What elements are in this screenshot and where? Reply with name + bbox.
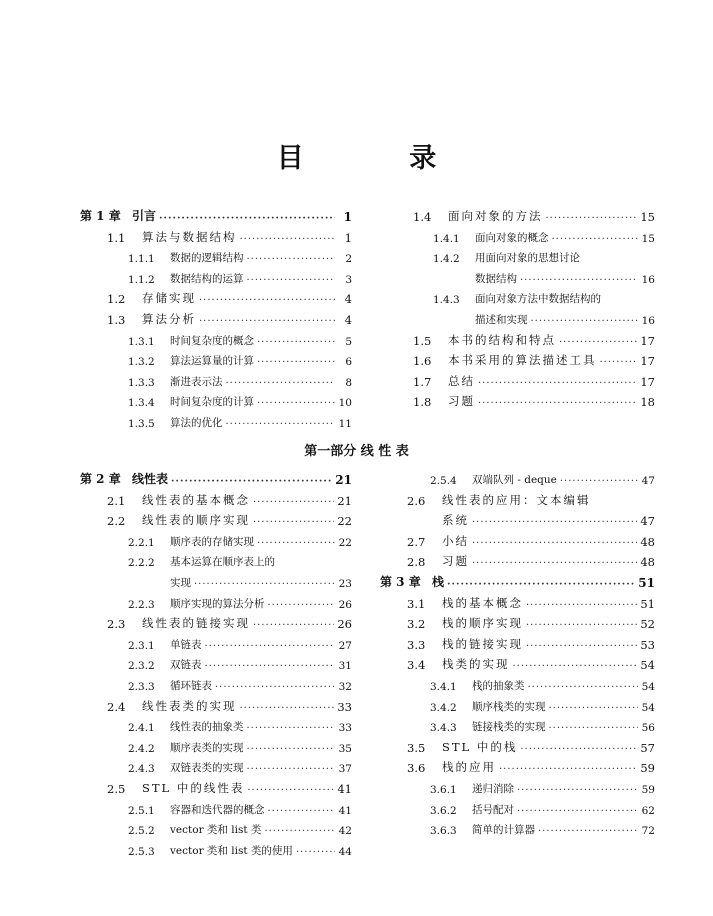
toc-entry-page: 35 xyxy=(338,742,352,755)
toc-entry-page: 15 xyxy=(641,232,655,245)
toc-entry-title: 本书的结构和特点 xyxy=(448,332,556,347)
dot-leader xyxy=(247,723,336,734)
toc-entry-title: 算法分析 xyxy=(142,312,196,326)
toc-entry xyxy=(80,469,352,487)
toc-entry xyxy=(128,716,352,734)
toc-entry-title: 线性表的基本概念 xyxy=(142,492,250,507)
toc-entry xyxy=(128,634,352,652)
toc-entry-page: 22 xyxy=(338,536,352,549)
toc-entry-page: 56 xyxy=(641,722,655,735)
dot-leader xyxy=(264,826,335,837)
toc-entry-page: 72 xyxy=(641,825,655,838)
toc-entry-page: 6 xyxy=(345,356,352,369)
toc-entry xyxy=(128,330,352,348)
dot-leader xyxy=(257,538,335,549)
toc-entry xyxy=(407,510,655,528)
toc-entry xyxy=(128,572,352,590)
dot-leader xyxy=(268,806,336,817)
toc-entry-title: 引言 xyxy=(132,209,157,223)
toc-entry-page: 15 xyxy=(640,210,655,224)
dot-leader xyxy=(528,682,639,693)
toc-entry-title: 递归消除 xyxy=(472,783,514,795)
toc-entry-number: 1.3.1 xyxy=(128,335,155,348)
toc-entry xyxy=(128,350,352,368)
toc-entry-number: 1.1 xyxy=(107,230,126,245)
toc-entry-title: 线性表的顺序实现 xyxy=(142,513,250,528)
toc-entry-title: 双链表 xyxy=(170,659,202,672)
toc-entry-number: 1.3.4 xyxy=(128,397,155,410)
toc-entry-title: 栈的应用 xyxy=(442,760,496,775)
dot-leader xyxy=(205,661,336,672)
toc-entry-title: 算法与数据结构 xyxy=(142,229,237,244)
toc-entry-page: 26 xyxy=(337,617,352,632)
dot-leader xyxy=(268,600,336,611)
toc-entry xyxy=(107,309,352,327)
toc-entry-number: 1.3 xyxy=(107,313,126,327)
toc-entry-title: 括号配对 xyxy=(472,803,514,816)
dot-leader xyxy=(247,275,336,286)
toc-entry-title: vector 类和 list 类 xyxy=(170,824,262,837)
toc-entry xyxy=(407,737,655,755)
dot-leader xyxy=(546,213,638,224)
toc-entry-title: 线性表的抽象类 xyxy=(170,721,244,734)
toc-entry xyxy=(128,654,352,672)
toc-entry-number: 2.2.3 xyxy=(128,598,155,611)
toc-entry xyxy=(128,551,352,569)
toc-entry xyxy=(430,819,655,837)
toc-entry-number: 3.4 xyxy=(407,658,426,673)
toc-entry-title: 双链表类的实现 xyxy=(170,762,244,775)
dot-leader xyxy=(226,378,336,389)
dot-leader xyxy=(531,316,639,327)
toc-entry-title: STL 中的线性表 xyxy=(142,781,245,795)
dot-leader xyxy=(560,476,638,487)
toc-entry xyxy=(433,309,655,327)
toc-entry-number: 3.4.1 xyxy=(430,681,457,693)
toc-entry-title: 栈 xyxy=(432,575,445,589)
toc-entry-title: 线性表类的实现 xyxy=(142,698,237,713)
toc-entry-page: 22 xyxy=(337,514,352,529)
toc-entry xyxy=(407,593,655,611)
toc-entry-number: 2.4.3 xyxy=(128,763,155,776)
toc-entry xyxy=(107,696,352,714)
toc-entry-number: 3.4.2 xyxy=(430,701,457,714)
toc-entry-page: 16 xyxy=(641,273,655,286)
toc-entry xyxy=(107,778,352,796)
toc-entry xyxy=(128,268,352,286)
dot-leader xyxy=(205,641,336,652)
toc-entry-page: 10 xyxy=(338,397,352,410)
toc-entry-title: 总结 xyxy=(448,373,475,388)
toc-entry-page: 11 xyxy=(338,418,352,430)
toc-entry-number: 1.4.3 xyxy=(433,294,460,307)
dot-leader xyxy=(517,806,638,817)
toc-entry xyxy=(128,531,352,549)
toc-entry-title: 简单的计算器 xyxy=(472,824,535,837)
toc-entry-title: 栈的抽象类 xyxy=(472,680,525,692)
dot-leader xyxy=(257,357,335,368)
toc-entry-page: 59 xyxy=(641,784,655,796)
toc-entry-number: 2.7 xyxy=(407,534,426,549)
toc-entry-page: 8 xyxy=(345,376,352,389)
toc-entry-number: 2.5.4 xyxy=(430,475,457,487)
toc-entry xyxy=(407,531,655,549)
toc-entry-title: 顺序表的存储实现 xyxy=(170,535,254,548)
toc-entry-number: 3.5 xyxy=(407,740,426,755)
toc-entry xyxy=(413,330,655,348)
toc-entry-number: 2.5.3 xyxy=(128,845,155,858)
toc-entry-page: 52 xyxy=(640,617,655,632)
toc-entry-page: 18 xyxy=(640,395,655,410)
toc-entry-title: 栈的链接实现 xyxy=(442,636,523,651)
toc-entry xyxy=(107,288,352,306)
toc-entry-number: 2.2.2 xyxy=(128,557,155,570)
toc-entry-title: 顺序表类的实现 xyxy=(170,741,244,754)
toc-entry-number: 2.4 xyxy=(107,699,126,714)
toc-entry-title: 数据结构的运算 xyxy=(170,272,244,285)
dot-leader xyxy=(159,213,335,224)
toc-entry-number: 2.3.1 xyxy=(128,639,155,652)
dot-leader xyxy=(247,785,334,796)
toc-entry xyxy=(430,675,655,693)
toc-entry-title: 时间复杂度的计算 xyxy=(170,396,254,409)
toc-entry-page: 53 xyxy=(640,637,655,652)
toc-entry xyxy=(430,799,655,817)
dot-leader xyxy=(447,579,635,590)
toc-entry xyxy=(128,840,352,858)
toc-entry xyxy=(413,371,655,389)
toc-entry-page: 48 xyxy=(640,534,655,549)
toc-entry xyxy=(128,737,352,755)
toc-entry-title: 习题 xyxy=(442,554,469,569)
toc-entry xyxy=(407,551,655,569)
toc-entry-title: vector 类和 list 类的使用 xyxy=(170,844,293,857)
dot-leader xyxy=(526,600,637,611)
dot-leader xyxy=(472,558,637,569)
toc-entry-number: 2.2.1 xyxy=(128,536,155,549)
dot-leader xyxy=(247,254,336,265)
toc-entry-page: 54 xyxy=(641,681,655,693)
toc-entry-title: 小结 xyxy=(442,533,469,548)
toc-entry-page: 33 xyxy=(338,722,352,735)
toc-entry xyxy=(128,819,352,837)
toc-entry xyxy=(380,572,655,590)
toc-entry-title: STL 中的栈 xyxy=(442,739,518,754)
toc-entry xyxy=(433,227,655,245)
toc-entry-page: 51 xyxy=(638,576,655,590)
toc-entry xyxy=(128,799,352,817)
toc-entry-title: 顺序栈类的实现 xyxy=(472,700,546,713)
toc-entry-number: 3.4.3 xyxy=(430,722,457,735)
toc-entry-page: 44 xyxy=(338,845,352,858)
toc-entry-number: 2.8 xyxy=(407,555,426,570)
toc-entry-page: 57 xyxy=(640,740,655,755)
toc-entry-page: 3 xyxy=(345,273,352,286)
dot-leader xyxy=(549,723,639,734)
dot-leader xyxy=(517,785,638,796)
dot-leader xyxy=(253,497,334,508)
toc-entry-number: 2.4.1 xyxy=(128,722,155,735)
dot-leader xyxy=(472,538,637,549)
toc-entry-number: 3.6.2 xyxy=(430,804,457,817)
toc-entry-title: 实现 xyxy=(170,577,191,589)
toc-entry-page: 47 xyxy=(641,475,655,487)
toc-entry-number: 1.4 xyxy=(413,210,432,224)
toc-entry xyxy=(128,391,352,409)
toc-entry-title: 单链表 xyxy=(170,638,202,651)
toc-entry-number: 1.3.3 xyxy=(128,376,155,389)
toc-entry-number: 1.1.2 xyxy=(128,273,155,286)
toc-entry-page: 27 xyxy=(338,639,352,652)
toc-entry-number: 1.2 xyxy=(107,292,126,307)
toc-entry-page: 54 xyxy=(641,701,655,714)
toc-entry-page: 21 xyxy=(337,493,352,508)
toc-entry-title: 数据的逻辑结构 xyxy=(170,252,244,265)
toc-entry-title: 描述和实现 xyxy=(475,314,528,326)
toc-entry-page: 37 xyxy=(338,763,352,776)
toc-entry xyxy=(107,613,352,631)
toc-entry xyxy=(407,757,655,775)
toc-entry xyxy=(433,247,655,265)
dot-leader xyxy=(253,517,334,528)
toc-entry-page: 23 xyxy=(338,578,352,590)
toc-entry-page: 32 xyxy=(338,681,352,693)
toc-entry-number: 2.1 xyxy=(107,493,126,508)
toc-entry-page: 4 xyxy=(344,313,352,327)
toc-entry-number: 3.2 xyxy=(407,617,426,632)
toc-entry xyxy=(80,206,352,224)
toc-entry xyxy=(128,371,352,389)
toc-entry-title: 时间复杂度的概念 xyxy=(170,334,254,347)
toc-entry xyxy=(413,350,655,368)
toc-entry-page: 47 xyxy=(640,514,655,529)
toc-entry-page: 41 xyxy=(337,782,352,796)
dot-leader xyxy=(257,398,335,409)
toc-entry-number: 3.6.3 xyxy=(430,825,457,838)
dot-leader xyxy=(296,847,335,858)
toc-entry xyxy=(413,206,655,224)
toc-entry-page: 31 xyxy=(338,660,352,673)
dot-leader xyxy=(520,744,637,755)
dot-leader xyxy=(526,641,637,652)
toc-entry-title: 栈类的实现 xyxy=(442,657,510,672)
dot-leader xyxy=(513,661,638,672)
toc-entry-number: 1.6 xyxy=(413,354,432,369)
dot-leader xyxy=(600,357,638,368)
toc-entry-page: 16 xyxy=(641,315,655,327)
toc-entry xyxy=(430,696,655,714)
toc-entry-title: 数据结构 xyxy=(475,272,517,285)
toc-entry-title: 线性表的链接实现 xyxy=(142,616,250,631)
toc-entry-title: 基本运算在顺序表上的 xyxy=(170,556,275,569)
toc-entry-number: 1.3.5 xyxy=(128,418,155,430)
toc-entry-title: 习题 xyxy=(448,394,475,409)
toc-entry-page: 1 xyxy=(344,230,352,245)
toc-entry-title: 面向对象方法中数据结构的 xyxy=(475,293,601,306)
toc-entry-title: 算法的优化 xyxy=(170,417,223,429)
toc-entry xyxy=(407,634,655,652)
toc-entry-title: 算法运算量的计算 xyxy=(170,355,254,368)
dot-leader xyxy=(559,337,637,348)
toc-entry-number: 2.3.2 xyxy=(128,660,155,673)
toc-entry-page: 17 xyxy=(640,354,655,369)
toc-entry xyxy=(128,247,352,265)
toc-entry-title: 容器和迭代器的概念 xyxy=(170,803,265,816)
toc-entry-page: 33 xyxy=(337,699,352,714)
toc-entry xyxy=(430,778,655,796)
toc-entry-number: 2.6 xyxy=(407,493,426,508)
toc-entry xyxy=(107,490,352,508)
toc-entry-title: 顺序实现的算法分析 xyxy=(170,597,265,610)
toc-entry xyxy=(128,757,352,775)
dot-leader xyxy=(215,682,335,693)
toc-entry-number: 1.5 xyxy=(413,333,432,348)
toc-entry-title: 存储实现 xyxy=(142,291,196,306)
toc-entry xyxy=(407,490,655,508)
dot-leader xyxy=(253,620,334,631)
toc-entry-title: 栈的基本概念 xyxy=(442,595,523,610)
toc-entry-number: 1.4.1 xyxy=(433,232,460,245)
dot-leader xyxy=(240,234,336,245)
toc-entry-title: 面向对象的方法 xyxy=(448,209,543,223)
dot-leader xyxy=(194,579,335,590)
toc-entry-number: 1.1.1 xyxy=(128,253,155,266)
toc-entry xyxy=(430,716,655,734)
dot-leader xyxy=(199,316,335,327)
toc-entry-number: 2.5 xyxy=(107,782,126,796)
page-title: 目 录 xyxy=(276,143,485,174)
toc-entry-page: 48 xyxy=(640,555,655,570)
toc-entry-number: 2.2 xyxy=(107,514,126,529)
dot-leader xyxy=(247,744,336,755)
toc-entry-title: 渐进表示法 xyxy=(170,375,223,388)
toc-entry-title: 链接栈类的实现 xyxy=(472,721,546,734)
toc-entry-title: 线性表 xyxy=(132,472,169,486)
toc-entry xyxy=(407,613,655,631)
toc-entry-page: 42 xyxy=(338,825,352,838)
dot-leader xyxy=(549,703,639,714)
dot-leader xyxy=(478,378,637,389)
toc-entry-number: 2.3 xyxy=(107,617,126,632)
toc-entry-number: 1.3.2 xyxy=(128,356,155,369)
dot-leader xyxy=(226,419,336,430)
toc-entry-title: 用面向对象的思想讨论 xyxy=(475,252,580,265)
toc-entry-number: 1.4.2 xyxy=(433,253,460,266)
toc-entry-number: 3.3 xyxy=(407,637,426,652)
toc-entry-page: 41 xyxy=(338,804,352,817)
dot-leader xyxy=(520,275,638,286)
dot-leader xyxy=(472,517,637,528)
toc-entry-title: 双端队列 - deque xyxy=(472,474,557,486)
toc-entry-number: 3.6 xyxy=(407,761,426,776)
dot-leader xyxy=(240,703,335,714)
toc-entry xyxy=(107,510,352,528)
toc-entry xyxy=(407,654,655,672)
toc-entry-page: 51 xyxy=(640,596,655,611)
toc-entry xyxy=(430,469,655,487)
toc-entry-page: 5 xyxy=(345,335,352,348)
toc-entry-number: 1.7 xyxy=(413,374,432,389)
toc-entry-page: 26 xyxy=(338,598,352,611)
toc-entry-title: 循环链表 xyxy=(170,680,212,692)
toc-entry xyxy=(128,412,352,430)
toc-entry-title: 本书采用的算法描述工具 xyxy=(448,353,597,368)
toc-entry xyxy=(433,268,655,286)
toc-entry-number: 2.3.3 xyxy=(128,681,155,693)
toc-entry-page: 54 xyxy=(640,658,655,673)
toc-entry-page: 17 xyxy=(640,374,655,389)
dot-leader xyxy=(171,476,332,487)
toc-entry-number: 2.5.1 xyxy=(128,804,155,817)
toc-entry-number: 1.8 xyxy=(413,395,432,410)
toc-entry-page: 4 xyxy=(344,292,352,307)
toc-entry-page: 17 xyxy=(640,333,655,348)
toc-entry xyxy=(107,227,352,245)
toc-entry-number: 第 2 章 xyxy=(80,472,121,486)
toc-entry xyxy=(433,288,655,306)
dot-leader xyxy=(257,337,335,348)
dot-leader xyxy=(499,764,637,775)
toc-entry-number: 2.4.2 xyxy=(128,742,155,755)
dot-leader xyxy=(247,764,336,775)
toc-entry-page: 1 xyxy=(343,210,352,224)
toc-entry-page: 21 xyxy=(335,473,352,487)
toc-entry-number: 2.5.2 xyxy=(128,825,155,838)
dot-leader xyxy=(538,826,638,837)
toc-entry-page: 2 xyxy=(345,253,352,266)
dot-leader xyxy=(199,295,335,306)
toc-entry-title: 系统 xyxy=(442,513,469,528)
toc-entry xyxy=(413,391,655,409)
dot-leader xyxy=(552,234,639,245)
toc-entry-title: 线性表的应用：文本编辑 xyxy=(442,492,591,507)
dot-leader xyxy=(526,620,637,631)
toc-entry-number: 第 1 章 xyxy=(80,209,121,223)
toc-entry-number: 第 3 章 xyxy=(380,575,421,589)
toc-entry-page: 59 xyxy=(640,761,655,776)
toc-entry-number: 3.1 xyxy=(407,596,426,611)
toc-entry xyxy=(128,675,352,693)
toc-entry-number: 3.6.1 xyxy=(430,784,457,796)
toc-entry-page: 62 xyxy=(641,804,655,817)
part-heading: 第一部分 线 性 表 xyxy=(304,444,409,459)
toc-entry-title: 面向对象的概念 xyxy=(475,231,549,244)
toc-entry-title: 栈的顺序实现 xyxy=(442,616,523,631)
toc-entry xyxy=(128,593,352,611)
dot-leader xyxy=(478,398,637,409)
